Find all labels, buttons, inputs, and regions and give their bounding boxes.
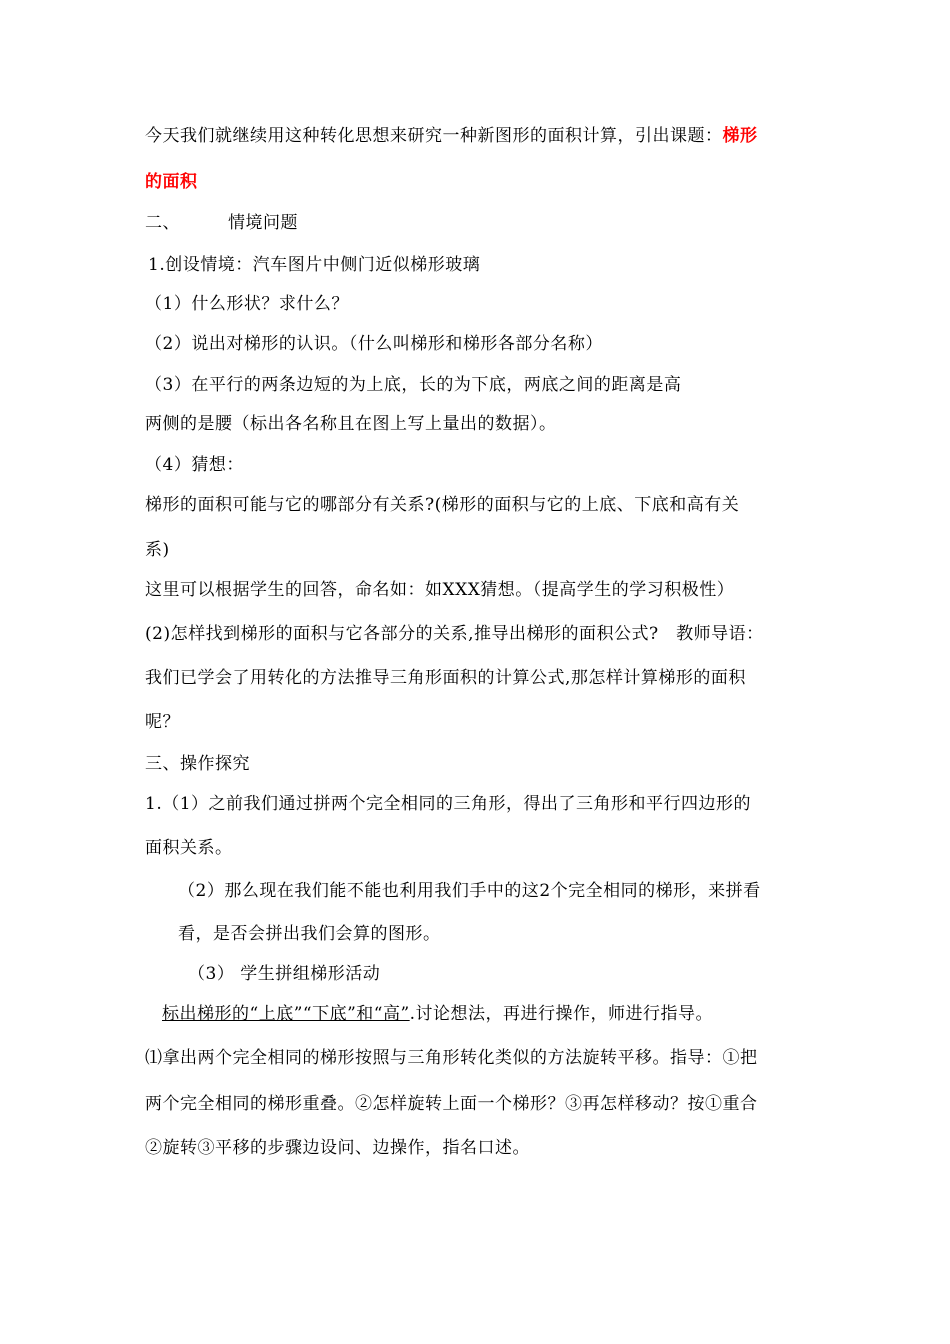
guess-line-1: 梯形的面积可能与它的哪部分有关系?(梯形的面积与它的上底、下底和高有关: [145, 495, 740, 515]
guess-line-2: 系): [145, 540, 170, 560]
paragraph-2-line-1: (2)怎样找到梯形的面积与它各部分的关系,推导出梯形的面积公式? 教师导语：: [145, 624, 764, 644]
naming-line: 这里可以根据学生的回答，命名如：如XXX猜想。（提高学生的学习积极性）: [145, 580, 735, 600]
item-1: 1.创设情境：汽车图片中侧门近似梯形玻璃: [148, 255, 481, 275]
question-2: （2）说出对梯形的认识。（什么叫梯形和梯形各部分名称）: [145, 334, 603, 354]
intro-line: [145, 124, 758, 148]
section-2-title: 情境问题: [228, 213, 298, 233]
topic-title-part1: 梯形: [722, 126, 758, 146]
topic-title-part2: 的面积: [145, 172, 198, 192]
section-3-heading: 三、操作探究: [145, 754, 250, 774]
paragraph-2-line-3: 呢？: [145, 712, 180, 732]
rotation-line-1: ⑴拿出两个完全相同的梯形按照与三角形转化类似的方法旋转平移。指导：①把: [145, 1048, 758, 1068]
mark-instruction: [162, 1002, 713, 1026]
operation-2-line-1: （2）那么现在我们能不能也利用我们手中的这2个完全相同的梯形，来拼看: [178, 881, 761, 901]
mark-underlined-text: 标出梯形的“上底”“下底”和“高”: [162, 1004, 410, 1024]
rotation-line-2: 两个完全相同的梯形重叠。②怎样旋转上面一个梯形？③再怎样移动？按①重合: [145, 1094, 758, 1114]
question-1: （1）什么形状？求什么？: [145, 294, 349, 314]
mark-rest-text: .讨论想法，再进行操作，师进行指导。: [409, 1004, 714, 1024]
intro-text: 今天我们就继续用这种转化思想来研究一种新图形的面积计算，引出课题：: [145, 126, 723, 146]
operation-3: （3） 学生拼组梯形活动: [188, 964, 381, 984]
question-4: （4）猜想：: [145, 455, 244, 475]
rotation-line-3: ②旋转③平移的步骤边设问、边操作，指名口述。: [145, 1138, 530, 1158]
section-2-heading: [145, 211, 298, 235]
question-3-line-2: 两侧的是腰（标出各名称且在图上写上量出的数据）。: [145, 414, 557, 434]
paragraph-2-line-2: 我们已学会了用转化的方法推导三角形面积的计算公式,那怎样计算梯形的面积: [145, 668, 746, 688]
operation-1-line-2: 面积关系。: [145, 838, 233, 858]
question-3-line-1: （3）在平行的两条边短的为上底，长的为下底，两底之间的距离是高: [145, 375, 682, 395]
section-2-number: 二、: [145, 213, 180, 233]
operation-1-line-1: 1.（1）之前我们通过拼两个完全相同的三角形，得出了三角形和平行四边形的: [145, 794, 752, 814]
operation-2-line-2: 看，是否会拼出我们会算的图形。: [178, 924, 441, 944]
